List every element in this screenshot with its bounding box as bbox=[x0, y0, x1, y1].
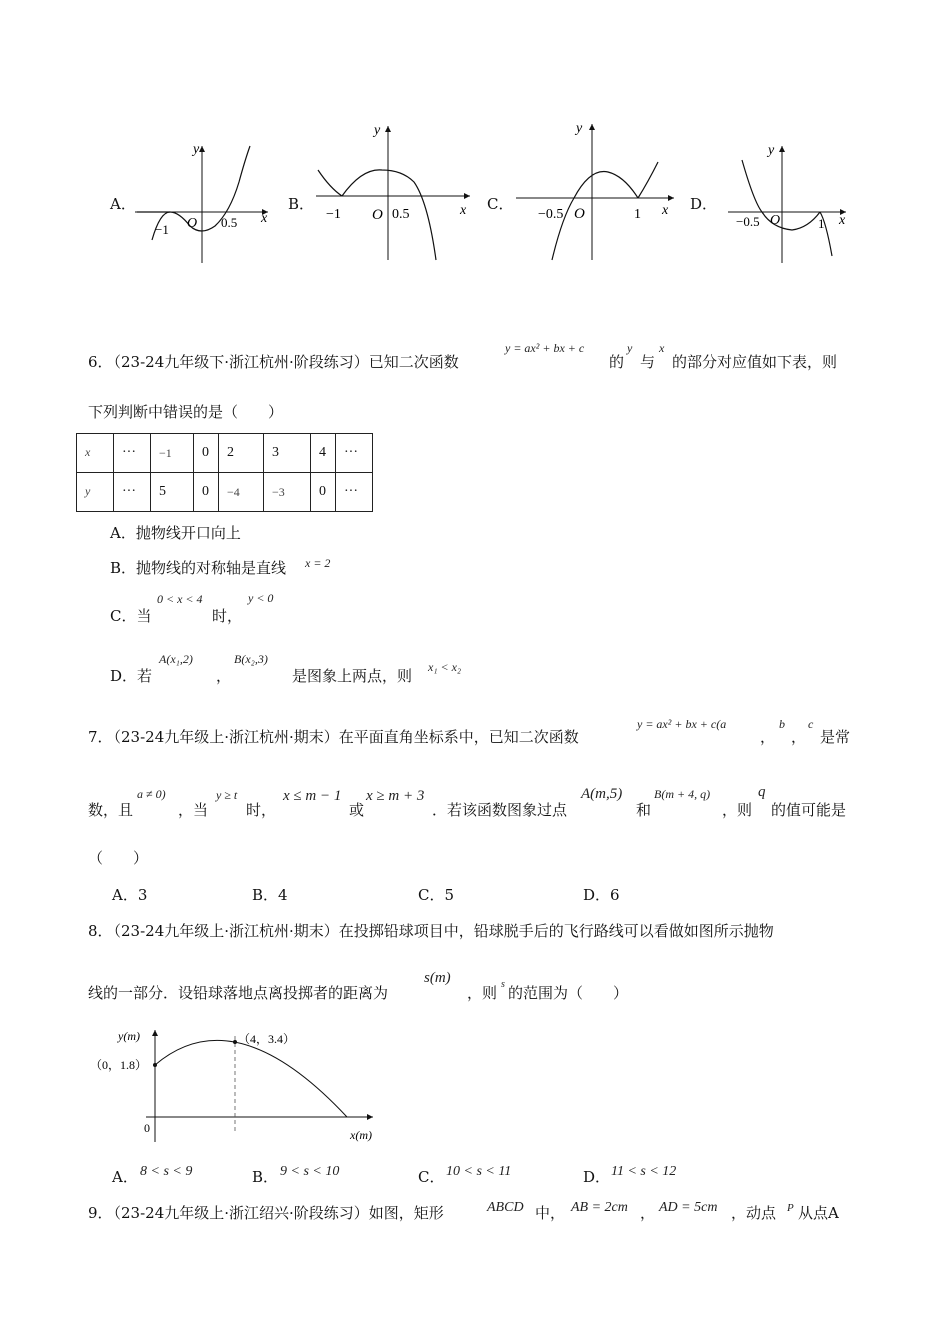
q8-source: （23-24九年级上·浙江杭州·期末）在投掷铅球项目中，铅球脱手后的飞行路线可以看做如图所示抛物 bbox=[106, 922, 774, 940]
graph-c-right-arm bbox=[638, 162, 658, 198]
q6-option-c-mid: 时， bbox=[212, 607, 243, 625]
table-cell: 2 bbox=[219, 434, 264, 473]
q8-option-c: C． bbox=[418, 1168, 445, 1186]
q7-func: y = ax² + bx + c(a bbox=[637, 717, 727, 731]
table-cell: y bbox=[77, 473, 114, 512]
q9-comma1: ， bbox=[640, 1204, 656, 1222]
q6-option-d-prefix: D．若 bbox=[110, 667, 153, 685]
graph-c-letter: C． bbox=[487, 195, 514, 213]
q8-vertex-label: （4，3.4） bbox=[238, 1032, 296, 1046]
q8-start-point bbox=[153, 1063, 157, 1067]
q7-b: b bbox=[779, 717, 785, 731]
graph-c-tick-pos: 1 bbox=[634, 207, 641, 222]
q8-option-c-math: 10 < s < 11 bbox=[446, 1164, 512, 1179]
graph-d bbox=[728, 138, 853, 266]
graph-a-origin: O bbox=[187, 216, 198, 231]
q9-zhong: 中， bbox=[535, 1204, 566, 1222]
q8-option-a-math: 8 < s < 9 bbox=[140, 1164, 193, 1179]
q7-l2-math6: B(m + 4, q) bbox=[654, 787, 711, 801]
table-cell: 0 bbox=[194, 473, 219, 512]
graph-a-xlabel: x bbox=[261, 211, 268, 226]
q6-var-y: y bbox=[627, 341, 633, 355]
graph-a-tick-neg: −1 bbox=[155, 222, 169, 237]
q8-start-label: （0，1.8） bbox=[90, 1058, 148, 1072]
graph-c-curve bbox=[552, 172, 638, 260]
table-cell: 3 bbox=[264, 434, 311, 473]
q8-l2-ze: ，则 bbox=[467, 984, 498, 1002]
q7-l2-math5: A(m,5) bbox=[581, 786, 623, 802]
q6-option-c-prefix: C．当 bbox=[110, 607, 152, 625]
q8-xlabel: x(m) bbox=[350, 1128, 372, 1142]
q8-l2-s: s bbox=[501, 979, 505, 990]
q7-option-b: B．4 bbox=[252, 886, 288, 904]
q8-l2-math1: s(m) bbox=[424, 970, 451, 986]
graph-b bbox=[312, 118, 477, 263]
graph-b-origin: O bbox=[372, 207, 383, 223]
q6-number: 6． bbox=[88, 353, 113, 371]
graph-b-tick-neg: −1 bbox=[326, 207, 341, 222]
table-row-x bbox=[77, 434, 373, 473]
q7-option-c: C．5 bbox=[418, 886, 455, 904]
q6-option-c-math1: 0 < x < 4 bbox=[157, 592, 203, 606]
q6-yu: 与 bbox=[640, 353, 656, 371]
q6-func: y = ax² + bx + c bbox=[505, 341, 585, 355]
q7-l2-shi: 时， bbox=[246, 801, 277, 819]
q6-option-b: B．抛物线的对称轴是直线 bbox=[110, 559, 287, 577]
q7-l2-tail: 的值可能是 bbox=[771, 801, 847, 819]
q6-value-table bbox=[76, 433, 373, 512]
q7-l2-mid: ．若该函数图象过点 bbox=[432, 801, 568, 819]
q9-math1: ABCD bbox=[487, 1200, 524, 1215]
graph-b-tick-pos: 0.5 bbox=[392, 207, 410, 222]
q7-comma2: ， bbox=[791, 728, 807, 746]
q8-option-b-math: 9 < s < 10 bbox=[280, 1164, 340, 1179]
graph-c-tick-neg: −0.5 bbox=[538, 207, 564, 222]
table-cell: −4 bbox=[219, 473, 264, 512]
table-cell: ··· bbox=[336, 473, 373, 512]
q7-tail: 是常 bbox=[820, 728, 851, 746]
table-cell: 0 bbox=[311, 473, 336, 512]
table-cell: −3 bbox=[264, 473, 311, 512]
q9-math4: P bbox=[787, 1202, 794, 1214]
q9-tail: 从点A bbox=[798, 1204, 839, 1222]
q8-option-d-math: 11 < s < 12 bbox=[611, 1164, 677, 1179]
q7-l2-huo: 或 bbox=[349, 801, 365, 819]
q9-comma2: ，动点 bbox=[731, 1204, 777, 1222]
graph-a bbox=[135, 138, 275, 266]
q8-trajectory-curve bbox=[155, 1040, 347, 1117]
graph-c bbox=[512, 118, 682, 263]
q7-c: c bbox=[808, 717, 814, 731]
q8-l2-tail: 的范围为（ ） bbox=[508, 984, 629, 1002]
q6-option-b-math: x = 2 bbox=[305, 556, 331, 570]
q6-option-d-math2: B(x₂,3) bbox=[234, 652, 268, 666]
q8-ylabel: y(m) bbox=[118, 1029, 140, 1043]
q8-l2-prefix: 线的一部分．设铅球落地点离投掷者的距离为 bbox=[88, 984, 389, 1002]
q7-l2-math2: y ≥ t bbox=[216, 788, 238, 802]
table-cell: 5 bbox=[151, 473, 194, 512]
table-cell: −1 bbox=[151, 434, 194, 473]
q6-option-d-math1: A(x₁,2) bbox=[159, 652, 193, 666]
q7-source: （23-24九年级上·浙江杭州·期末）在平面直角坐标系中，已知二次函数 bbox=[106, 728, 579, 746]
graph-d-xlabel: x bbox=[839, 213, 846, 228]
graph-d-tick-pos: 1 bbox=[818, 216, 825, 231]
q6-de: 的 bbox=[609, 353, 625, 371]
table-row-y bbox=[77, 473, 373, 512]
q6-var-x: x bbox=[659, 341, 665, 355]
q7-l2-math1: a ≠ 0) bbox=[137, 787, 166, 801]
q7-number: 7． bbox=[88, 728, 113, 746]
graph-b-xlabel: x bbox=[460, 203, 467, 218]
q6-option-d-comma: ， bbox=[216, 667, 232, 685]
q7-l2-he: 和 bbox=[636, 801, 652, 819]
q7-l2-math3: x ≤ m − 1 bbox=[283, 788, 342, 804]
q7-l2-dang: ，当 bbox=[178, 801, 209, 819]
q6-option-d-mid: 是图象上两点，则 bbox=[292, 667, 413, 685]
q6-option-a: A．抛物线开口向上 bbox=[110, 524, 241, 542]
q6-option-d-math3: x₁ < x₂ bbox=[428, 660, 462, 674]
q7-comma1: ， bbox=[760, 728, 776, 746]
table-cell: ··· bbox=[336, 434, 373, 473]
q8-trajectory-figure bbox=[88, 1022, 388, 1148]
graph-d-letter: D． bbox=[690, 195, 718, 213]
graph-a-tick-pos: 0.5 bbox=[221, 215, 238, 230]
q7-l2-prefix: 数，且 bbox=[88, 801, 134, 819]
graph-c-ylabel: y bbox=[576, 121, 583, 136]
q8-origin: 0 bbox=[144, 1121, 150, 1135]
q8-option-b: B． bbox=[252, 1168, 279, 1186]
q8-option-a: A． bbox=[112, 1168, 138, 1186]
q6-source: （23-24九年级下·浙江杭州·阶段练习）已知二次函数 bbox=[106, 353, 459, 371]
q7-option-a: A．3 bbox=[112, 886, 148, 904]
q7-l2-math4: x ≥ m + 3 bbox=[366, 788, 425, 804]
graph-a-letter: A． bbox=[110, 195, 136, 213]
q7-l2-ze: ，则 bbox=[722, 801, 753, 819]
q7-l2-q: q bbox=[758, 784, 766, 800]
q6-line2: 下列判断中错误的是（ ） bbox=[88, 403, 284, 421]
q7-line3: （ ） bbox=[88, 849, 149, 867]
q9-math3: AD = 5cm bbox=[659, 1200, 718, 1215]
q8-vertex-point bbox=[233, 1040, 237, 1044]
table-cell: x bbox=[77, 434, 114, 473]
graph-b-ylabel: y bbox=[374, 123, 381, 138]
graph-b-letter: B． bbox=[288, 195, 315, 213]
table-cell: ··· bbox=[114, 434, 151, 473]
graph-b-curve bbox=[342, 170, 436, 260]
graph-d-tick-neg: −0.5 bbox=[736, 214, 760, 229]
table-cell: 4 bbox=[311, 434, 336, 473]
q8-option-d: D． bbox=[583, 1168, 611, 1186]
q9-math2: AB = 2cm bbox=[571, 1200, 628, 1215]
q9-number: 9． bbox=[88, 1204, 113, 1222]
table-cell: 0 bbox=[194, 434, 219, 473]
graph-c-xlabel: x bbox=[662, 203, 669, 218]
graph-b-left-arm bbox=[318, 170, 342, 196]
graph-d-origin: O bbox=[770, 213, 781, 228]
q7-option-d: D．6 bbox=[583, 886, 620, 904]
q6-option-c-math2: y < 0 bbox=[248, 591, 274, 605]
graph-c-origin: O bbox=[574, 206, 585, 222]
graph-d-ylabel: y bbox=[768, 143, 775, 158]
q9-source: （23-24九年级上·浙江绍兴·阶段练习）如图，矩形 bbox=[106, 1204, 444, 1222]
q6-tail: 的部分对应值如下表，则 bbox=[672, 353, 838, 371]
table-cell: ··· bbox=[114, 473, 151, 512]
q8-number: 8． bbox=[88, 922, 113, 940]
graph-a-ylabel: y bbox=[193, 142, 200, 157]
